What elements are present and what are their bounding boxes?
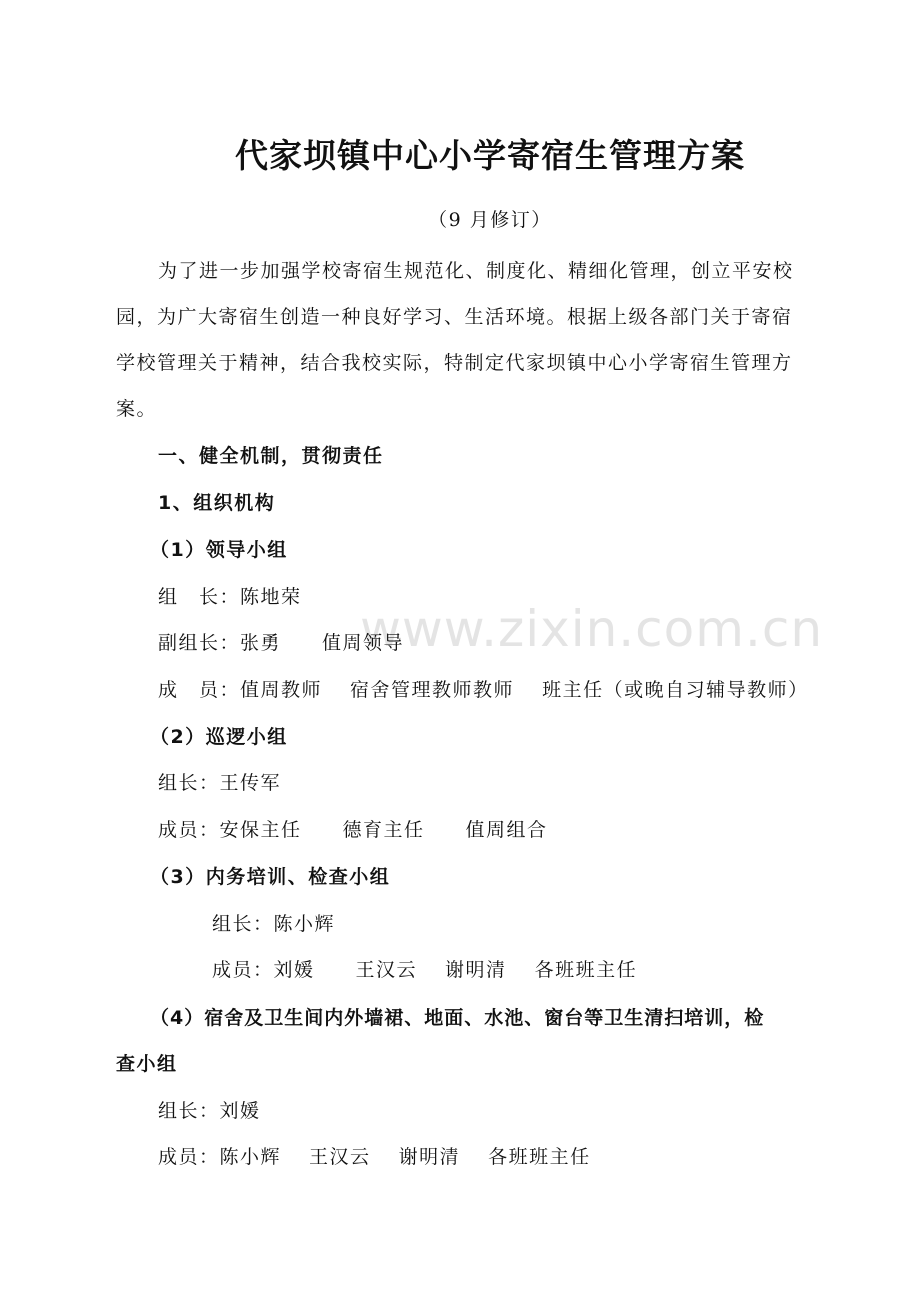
- watermark: www.zixin.com.cn: [360, 600, 824, 658]
- group4-heading-line-2: 查小组: [116, 1053, 178, 1075]
- group3-members: 成员：刘媛 王汉云 谢明清 各班班主任: [212, 959, 638, 981]
- group4-leader: 组长：刘媛: [158, 1100, 261, 1122]
- group3-leader: 组长：陈小辉: [212, 913, 336, 935]
- group1-members: 成 员：值周教师 宿舍管理教师教师 班主任（或晚自习辅导教师）: [158, 679, 809, 701]
- intro-line-1: 为了进一步加强学校寄宿生规范化、制度化、精细化管理，创立平安校: [158, 260, 794, 282]
- group1-deputy: 副组长：张勇 值周领导: [158, 632, 405, 654]
- intro-line-2: 园，为广大寄宿生创造一种良好学习、生活环境。根据上级各部门关于寄宿: [116, 306, 793, 328]
- page-title: 代家坝镇中心小学寄宿生管理方案: [235, 136, 745, 175]
- revision-note: （9 月修订）: [428, 209, 552, 231]
- group2-heading: （2）巡逻小组: [150, 726, 288, 748]
- intro-line-3: 学校管理关于精神，结合我校实际，特制定代家坝镇中心小学寄宿生管理方: [116, 352, 793, 374]
- group2-members: 成员：安保主任 德育主任 值周组合: [158, 819, 548, 841]
- group4-heading-line-1: （4）宿舍及卫生间内外墙裙、地面、水池、窗台等卫生清扫培训，检: [150, 1007, 765, 1029]
- subsection-heading: 1、组织机构: [158, 492, 276, 514]
- group3-heading: （3）内务培训、检查小组: [150, 866, 391, 888]
- group1-heading: （1）领导小组: [150, 539, 288, 561]
- intro-line-4: 案。: [116, 398, 158, 420]
- group2-leader: 组长：王传军: [158, 772, 282, 794]
- group1-leader: 组 长：陈地荣: [158, 586, 302, 608]
- section-heading: 一、健全机制，贯彻责任: [158, 445, 384, 467]
- group4-members: 成员：陈小辉 王汉云 谢明清 各班班主任: [158, 1146, 591, 1168]
